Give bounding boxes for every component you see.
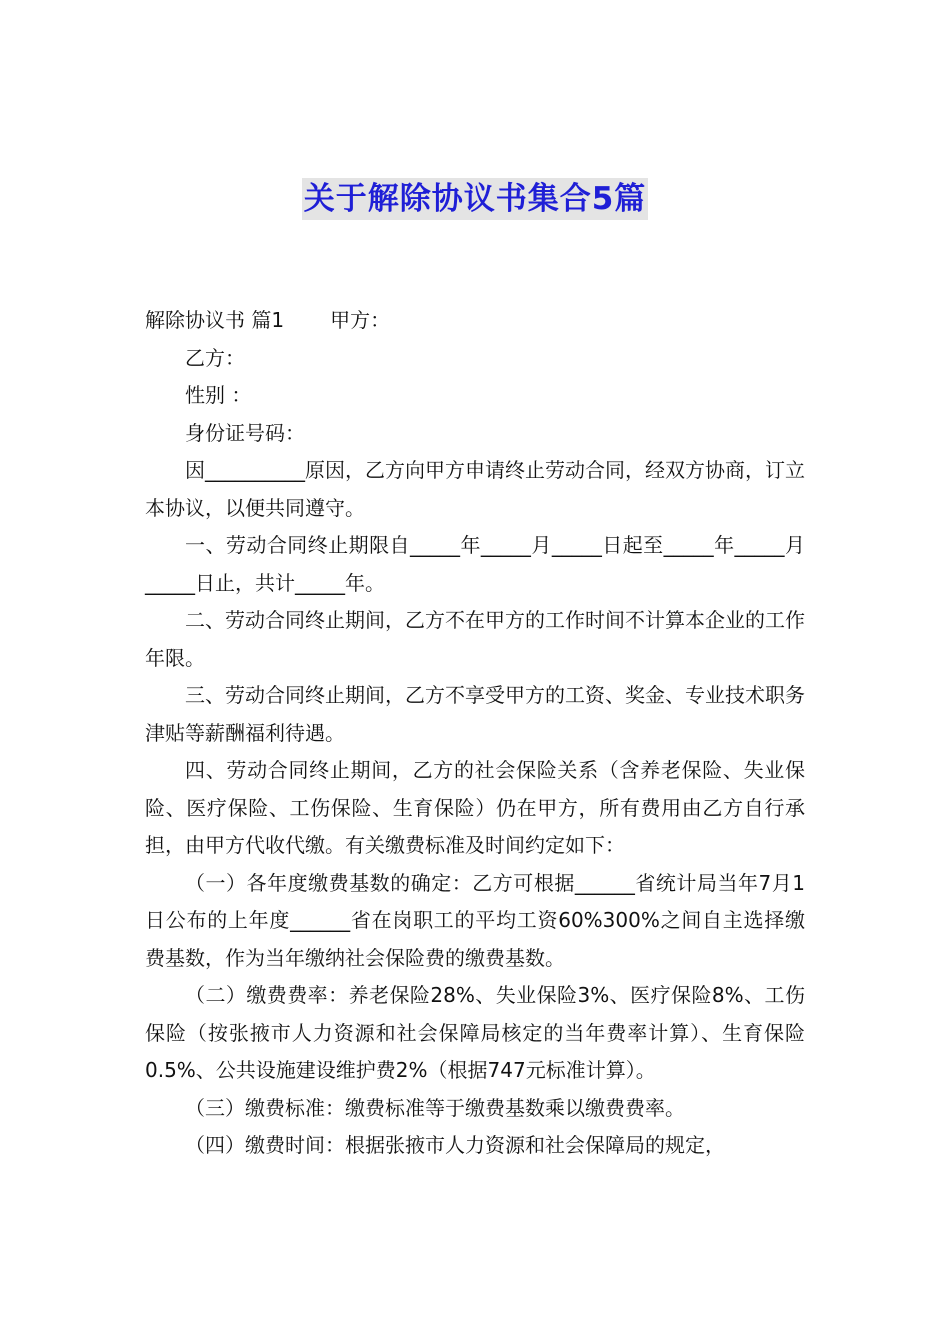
sub-clause-1: （一）各年度缴费基数的确定：乙方可根据______省统计局当年7月1日公布的上年度______省在岗职工的平均工资60%300%之间自主选择缴费基数，作为当年缴纳社会保险费的缴费基数。 (145, 870, 805, 970)
section-heading: 解除协议书 篇1 (145, 308, 285, 332)
paragraph-reason: 因__________原因，乙方向甲方申请终止劳动合同，经双方协商，订立本协议，以便共同遵守。 (145, 458, 805, 520)
section-heading-line (145, 302, 805, 340)
gender-line: 性别 ： (185, 383, 252, 407)
clause-1: 一、劳动合同终止期限自_____年_____月_____日起至_____年_____月_____日止，共计_____年。 (145, 533, 805, 595)
sub-clause-3: （三）缴费标准：缴费标准等于缴费基数乘以缴费费率。 (185, 1095, 685, 1120)
party-b-line: 乙方： (185, 345, 245, 370)
sub-clause-2: （二）缴费费率：养老保险28%、失业保险3%、医疗保险8%、工伤保险（按张掖市人力资源和社会保障局核定的当年费率计算）、生育保险0.5%、公共设施建设维护费2%（根据747元标准计算）。 (145, 983, 805, 1082)
clause-4: 四、劳动合同终止期间，乙方的社会保险关系（含养老保险、失业保险、医疗保险、工伤保险、生育保险）仍在甲方，所有费用由乙方自行承担，由甲方代收代缴。有关缴费标准及时间约定如下： (145, 758, 805, 857)
document-body (145, 302, 805, 1165)
clause-2: 二、劳动合同终止期间，乙方不在甲方的工作时间不计算本企业的工作年限。 (145, 608, 805, 670)
id-number-line: 身份证号码： (185, 420, 305, 445)
party-a-label: 甲方： (330, 308, 391, 332)
sub-clause-4: （四）缴费时间：根据张掖市人力资源和社会保障局的规定， (185, 1133, 725, 1157)
document-title: 关于解除协议书集合5篇 (302, 178, 649, 220)
clause-3: 三、劳动合同终止期间，乙方不享受甲方的工资、奖金、专业技术职务津贴等薪酬福利待遇。 (145, 683, 805, 745)
title-wrapper (0, 178, 950, 220)
